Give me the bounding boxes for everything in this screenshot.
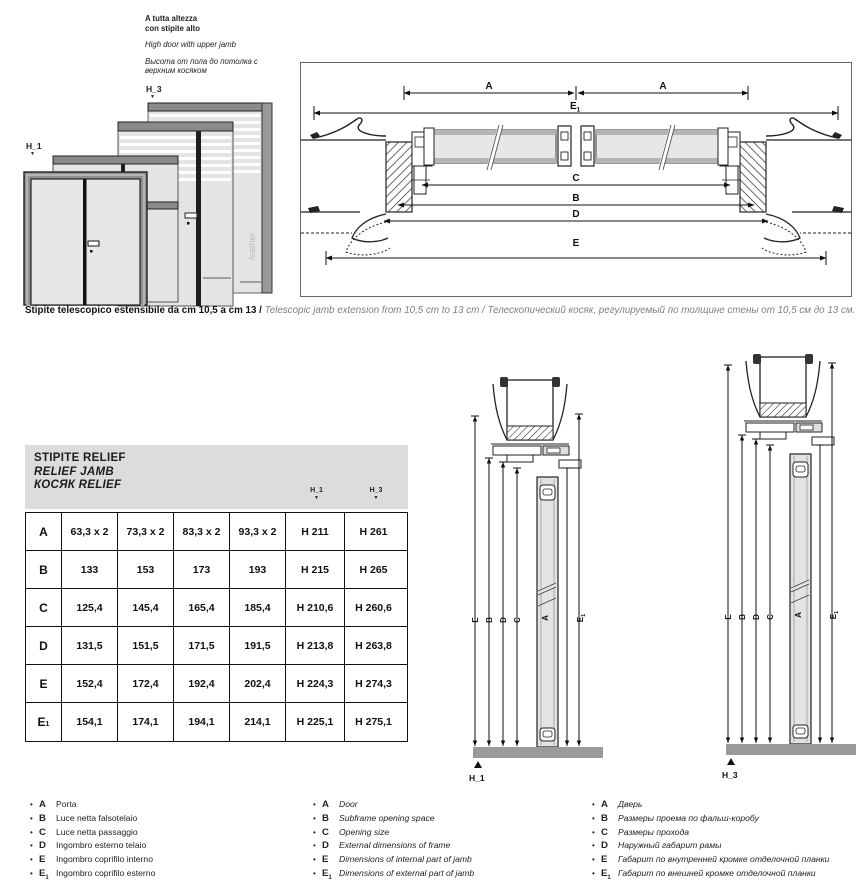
bullet-icon: • (313, 868, 316, 878)
legend-key: $E_1$ (601, 867, 611, 881)
table-value: H 263,8 (355, 639, 392, 652)
table-value: 153 (118, 551, 174, 588)
dim-b-label: B (572, 193, 580, 204)
legend-text: Размеры проема по фальш-коробу (618, 812, 759, 823)
table-value: H 261 (359, 525, 388, 538)
legend-key: A (322, 799, 329, 810)
table-value: H 275,1 (355, 716, 392, 728)
legend-text: Ingombro esterno telaio (56, 840, 147, 851)
table-value: 194,1 (174, 703, 230, 741)
legend-text: Dimensions of external part of jamb (339, 867, 475, 878)
table-value: H 274,3 (355, 677, 392, 690)
legend-text: Luce netta passaggio (56, 826, 138, 837)
col-h3-text: H_3 (369, 487, 383, 494)
table-value: 214,1 (230, 703, 286, 741)
door-stack-illustration (18, 10, 293, 308)
legend-item (30, 853, 155, 867)
legend-item (313, 812, 474, 826)
table-row (26, 665, 407, 703)
legend-key: B (39, 812, 46, 824)
legend-item (313, 839, 474, 853)
bullet-icon: • (30, 841, 33, 851)
table-value: 192,4 (174, 665, 230, 702)
spec-table (25, 512, 408, 742)
row-label: E (26, 665, 62, 702)
legend-text: External dimensions of frame (339, 840, 451, 851)
bullet-icon: • (313, 813, 316, 823)
triangle-down-icon: ▼ (150, 94, 155, 100)
legend-key: D (601, 840, 608, 852)
legend-text: Наружный габарит рамы (618, 840, 722, 851)
legend-text: Ingombro coprifilo esterno (56, 867, 156, 878)
table-value: 172,4 (118, 665, 174, 702)
table-value: 145,4 (118, 589, 174, 626)
table-value: H 265 (359, 563, 388, 576)
table-row (26, 703, 407, 741)
legend-key: C (601, 826, 608, 838)
legend-item (592, 812, 829, 826)
row-label: D (26, 627, 62, 664)
col-h1-text: H_1 (310, 487, 323, 494)
legend-item (30, 812, 155, 826)
dim-a-left-label: A (485, 81, 493, 92)
svg-text:B: B (485, 617, 494, 623)
triangle-down-icon: ▼ (373, 495, 379, 501)
legend-key: A (601, 799, 608, 810)
dim-e-label: E (572, 238, 580, 249)
bullet-icon: • (592, 841, 595, 851)
row-label: E 1 (26, 703, 62, 741)
bullet-icon: • (313, 800, 316, 809)
table-value: H 213,8 (286, 627, 345, 664)
svg-text:B: B (738, 614, 747, 620)
table-value: 83,3 x 2 (174, 513, 230, 550)
dim-d-label: D (572, 209, 580, 220)
bullet-icon: • (30, 813, 33, 823)
spec-table-body (26, 513, 407, 741)
bullet-icon: • (592, 827, 595, 837)
svg-text:E1: $E_1$ (576, 613, 587, 623)
table-row (26, 589, 407, 627)
legend-key: A (39, 799, 46, 810)
table-value: 73,3 x 2 (118, 513, 174, 550)
table-value: 165,4 (174, 589, 230, 626)
dim-a-right-label: A (659, 81, 667, 92)
legend-text: Porta (56, 799, 77, 809)
legend-text: Dimensions of internal part of jamb (339, 854, 472, 865)
table-title-en: RELIEF JAMB (34, 465, 114, 478)
row-label: A (26, 513, 62, 550)
caption-italic: Telescopic jamb extension from 10,5 cm to 13 cm / Телескопический косяк, регулируемый по толщине стены от 10,5 см до 13 см. (264, 305, 856, 316)
door-h1-front (24, 172, 147, 305)
bullet-icon: • (313, 827, 316, 837)
table-value: 154,1 (62, 703, 118, 741)
table-header (25, 445, 408, 509)
row-label: B (26, 551, 62, 588)
horizontal-cross-section (300, 62, 852, 297)
legend-item (30, 798, 155, 812)
table-value: H 260,6 (355, 601, 392, 614)
bullet-icon: • (592, 813, 595, 823)
legend-item (592, 798, 829, 812)
legend-key: $E_1$ (39, 867, 49, 881)
dim-e1-label: $E_1$ (570, 101, 581, 114)
table-value: 193 (230, 551, 286, 588)
triangle-down-icon: ▼ (314, 495, 319, 501)
legend-text: Размеры прохода (618, 826, 689, 837)
bullet-icon: • (30, 868, 33, 878)
svg-text:E: E (724, 614, 733, 620)
legend-key: E (39, 854, 46, 866)
svg-text:E1: $E_1$ (829, 610, 840, 620)
legend-item (313, 798, 474, 812)
column-header-h1 (286, 487, 347, 501)
svg-text:D: D (499, 617, 508, 623)
legend-key: B (601, 812, 608, 824)
column-header-h3 (347, 487, 405, 501)
intro-en: High door with upper jamb (145, 40, 237, 50)
bullet-icon: • (592, 868, 595, 878)
bullet-icon: • (30, 800, 33, 809)
table-value: 93,3 x 2 (230, 513, 286, 550)
intro-it-line2: con stipite alto (145, 23, 201, 33)
bullet-icon: • (30, 827, 33, 837)
legend-item (30, 867, 155, 886)
intro-ru-line2: верхним косяком (145, 66, 207, 76)
table-row (26, 551, 407, 589)
legend-text: Subframe opening space (339, 812, 435, 823)
table-row (26, 627, 407, 665)
table-value: 174,1 (118, 703, 174, 741)
floor-label: H_1 (469, 773, 485, 783)
legend-text: Opening size (339, 826, 390, 837)
table-value: 152,4 (62, 665, 118, 702)
svg-text:A: A (541, 615, 550, 621)
table-value: 171,5 (174, 627, 230, 664)
triangle-up-icon (727, 758, 735, 765)
table-value: 173 (174, 551, 230, 588)
vertical-section-H_1 (455, 350, 631, 785)
legend-key: C (39, 826, 46, 838)
legend-key: E (601, 854, 608, 866)
table-value: 131,5 (62, 627, 118, 664)
bullet-icon: • (30, 855, 33, 865)
table-value: 63,3 x 2 (62, 513, 118, 550)
caption (25, 305, 855, 316)
h1-label-text: H_1 (26, 141, 42, 151)
legend-item (592, 826, 829, 840)
legend-key: D (322, 840, 329, 852)
table-row (26, 513, 407, 551)
caption-bold: Stipite telescopico estensibile da cm 10,5 a cm 13 / (25, 305, 262, 316)
svg-text:E: E (471, 617, 480, 623)
vertical-section-H_3 (708, 347, 865, 782)
table-value: 202,4 (230, 665, 286, 702)
triangle-down-icon: ▼ (30, 151, 35, 157)
legend-en (313, 798, 474, 886)
legend-item (30, 839, 155, 853)
h3-label-text: H_3 (146, 84, 162, 94)
legend-text: Габарит по внешней кромке отделочной планки (618, 867, 816, 878)
svg-text:A: A (794, 612, 803, 618)
bullet-icon: • (592, 800, 595, 809)
legend-text: Door (339, 799, 358, 809)
legend-item (313, 826, 474, 840)
legend-item (30, 826, 155, 840)
bullet-icon: • (313, 841, 316, 851)
legend-key: C (322, 826, 329, 838)
table-value: 133 (62, 551, 118, 588)
legend-text: Дверь (618, 799, 643, 809)
legend-ru (592, 798, 829, 886)
svg-text:C: C (513, 617, 522, 623)
legend-it (30, 798, 155, 886)
table-title-ru: КОСЯК RELIEF (34, 479, 122, 491)
brand-text: leather (247, 232, 257, 260)
intro-ru-line1: Высота от пола до потолка с (145, 56, 258, 66)
table-value: 151,5 (118, 627, 174, 664)
row-label: C (26, 589, 62, 626)
legend-item (592, 853, 829, 867)
legend-item (592, 839, 829, 853)
legend-text: Luce netta falsotelaio (56, 812, 138, 823)
legend-text: Габарит по внутренней кромке отделочной планки (618, 854, 830, 865)
table-value: H 224,3 (286, 665, 345, 702)
floor-label: H_3 (722, 770, 738, 780)
triangle-up-icon (474, 761, 482, 768)
legend-key: $E_1$ (322, 867, 332, 881)
table-value: H 211 (286, 513, 345, 550)
legend-text: Ingombro coprifilo interno (56, 854, 153, 865)
table-value: H 215 (286, 551, 345, 588)
bullet-icon: • (592, 855, 595, 865)
table-title-it: STIPITE RELIEF (34, 452, 126, 464)
legend-item (592, 867, 829, 886)
intro-it-line1: A tutta altezza (145, 14, 198, 23)
dim-c-label: C (572, 173, 580, 184)
door-leaves (424, 125, 728, 170)
table-value: 191,5 (230, 627, 286, 664)
vertical-section-h1-host (455, 350, 631, 790)
legend-item (313, 853, 474, 867)
svg-text:D: D (752, 614, 761, 620)
legend-key: D (39, 840, 46, 852)
bullet-icon: • (313, 855, 316, 865)
table-value: H 225,1 (286, 703, 345, 741)
legend-key: B (322, 812, 329, 824)
svg-text:C: C (766, 614, 775, 620)
table-value: 125,4 (62, 589, 118, 626)
table-value: 185,4 (230, 589, 286, 626)
legend-key: E (322, 854, 329, 866)
vertical-section-h3-host (708, 347, 865, 787)
table-value: H 210,6 (286, 589, 345, 626)
legend-item (313, 867, 474, 886)
